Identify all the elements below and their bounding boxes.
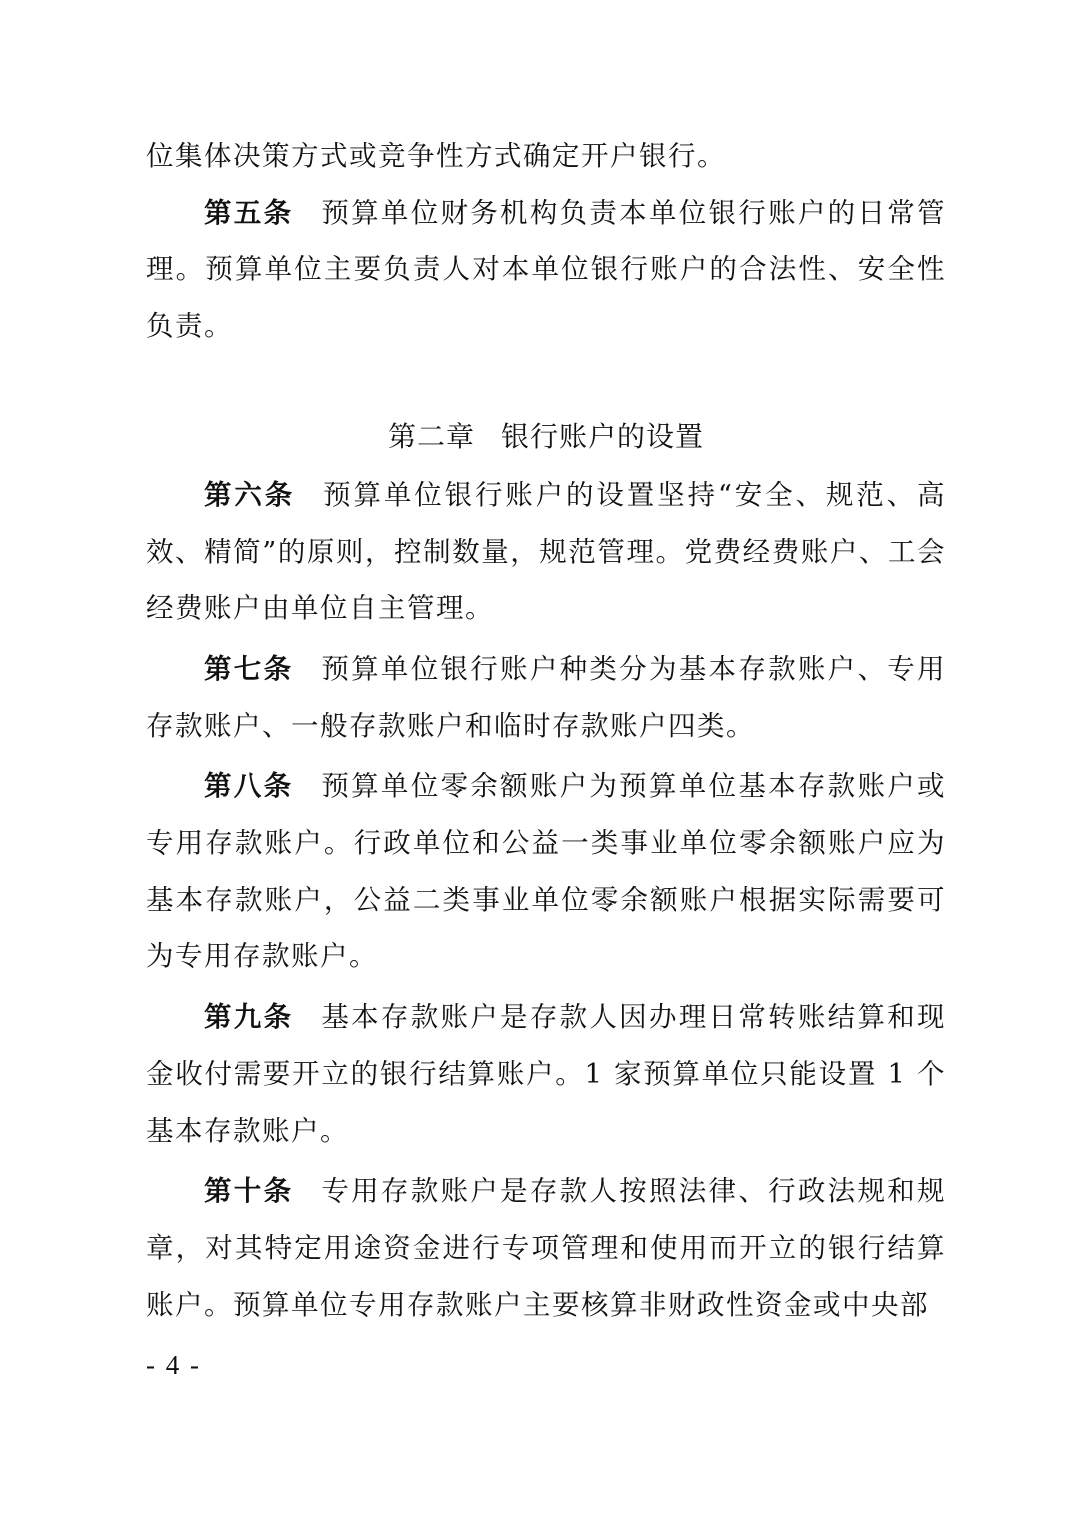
article-label: 第八条 [204, 770, 294, 803]
article-label: 第九条 [204, 1001, 294, 1034]
article-8 [146, 758, 946, 985]
article-5 [146, 185, 946, 355]
article-9 [146, 989, 946, 1159]
article-6 [146, 467, 946, 637]
article-label: 第十条 [204, 1175, 294, 1208]
article-text: 预算单位零余额账户为预算单位基本存款账户或专用存款账户。行政单位和公益一类事业单位零余额账户应为基本存款账户，公益二类事业单位零余额账户根据实际需要可为专用存款账户。 [146, 770, 947, 973]
page-number: - 4 - [146, 1350, 201, 1380]
article-text: 预算单位银行账户种类分为基本存款账户、专用存款账户、一般存款账户和临时存款账户四类。 [146, 652, 947, 742]
continued-paragraph: 位集体决策方式或竞争性方式确定开户银行。 [146, 140, 726, 172]
article-text: 专用存款账户是存款人按照法律、行政法规和规章，对其特定用途资金进行专项管理和使用而开立的银行结算账户。预算单位专用存款账户主要核算非财政性资金或中央部 [146, 1175, 947, 1321]
article-label: 第七条 [204, 652, 294, 685]
article-10 [146, 1163, 946, 1333]
article-7 [146, 641, 946, 754]
article-label: 第五条 [204, 196, 294, 229]
article-text: 预算单位银行账户的设置坚持“安全、规范、高效、精简”的原则，控制数量，规范管理。党费经费账户、工会经费账户由单位自主管理。 [146, 478, 947, 625]
article-text: 预算单位财务机构负责本单位银行账户的日常管理。预算单位主要负责人对本单位银行账户的合法性、安全性负责。 [146, 196, 947, 343]
document-page [146, 128, 946, 1333]
article-label: 第六条 [204, 478, 296, 511]
chapter-heading [146, 409, 946, 465]
article-text: 基本存款账户是存款人因办理日常转账结算和现金收付需要开立的银行结算账户。1 家预算单位只能设置 1 个基本存款账户。 [146, 1001, 947, 1147]
chapter-number: 第二章 [387, 419, 475, 453]
chapter-title: 银行账户的设置 [501, 419, 705, 453]
